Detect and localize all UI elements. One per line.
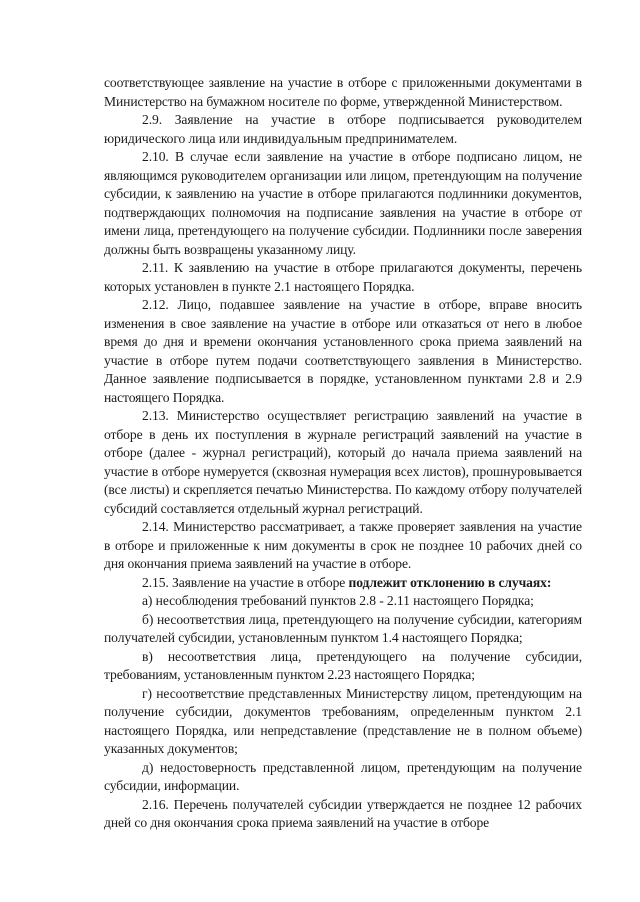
paragraph-continuation: соответствующее заявление на участие в отборе с приложенными документами в Министерство на бумажном носителе по форме, утвержденной Министерством. — [104, 75, 582, 109]
paragraph-2-15-lead: 2.15. Заявление на участие в отборе — [142, 574, 349, 590]
paragraph-2-14: 2.14. Министерство рассматривает, а также проверяет заявления на участие в отборе и приложенные к ним документы в срок не позднее 10 рабочих дней со дня окончания приема заявлений на участие в отборе. — [104, 519, 582, 571]
paragraph-2-12: 2.12. Лицо, подавшее заявление на участие в отборе, вправе вносить изменения в свое заявление на участие в отборе или отказаться от него в любое время до дня и времени окончания установленного срока приема заявлений на участие в отборе путем подачи соответствующего заявления в Министерство. Данное заявление подписывается в порядке, установленном пунктами 2.8 и 2.9 настоящего Порядка. — [104, 297, 582, 405]
list-item-g: г) несоответствие представленных Министерству лицом, претендующим на получение субсидии, документов требованиям, определенным пунктом 2.1 настоящего Порядка, или непредставление (представление не в полном объеме) указанных документов; — [104, 685, 582, 756]
paragraph-2-15 — [104, 574, 582, 593]
paragraph-2-15-bold: подлежит отклонению в случаях — [348, 574, 547, 590]
list-item-a: а) несоблюдения требований пунктов 2.8 - 2.11 настоящего Порядка; — [142, 593, 534, 608]
paragraph-2-13: 2.13. Министерство осуществляет регистрацию заявлений на участие в отборе в день их поступления в журнале регистраций заявлений на участие в отборе (далее - журнал регистраций), который до начала приема заявлений на участие в отборе нумеруется (сквозная нумерация всех листов), прошнуровывается (все листы) и скрепляется печатью Министерства. По каждому отбору получателей субсидий составляется отдельный журнал регистраций. — [104, 408, 582, 516]
paragraph-2-9: 2.9. Заявление на участие в отборе подписывается руководителем юридического лица или индивидуальным предпринимателем. — [104, 112, 582, 146]
list-item-b: б) несоответствия лица, претендующего на получение субсидии, категориям получателей субсидии, установленным пунктом 1.4 настоящего Порядка; — [104, 611, 582, 645]
paragraph-2-11: 2.11. К заявлению на участие в отборе прилагаются документы, перечень которых установлен в пункте 2.1 настоящего Порядка. — [104, 260, 582, 294]
document-page — [104, 74, 582, 833]
paragraph-2-16: 2.16. Перечень получателей субсидии утверждается не позднее 12 рабочих дней со дня окончания срока приема заявлений на участие в отборе — [104, 796, 582, 830]
paragraph-2-10: 2.10. В случае если заявление на участие в отборе подписано лицом, не являющимся руководителем организации или лицом, претендующим на получение субсидии, к заявлению на участие в отборе прилагаются подлинники документов, подтверждающих полномочия на подписание заявления на участие в отборе от имени лица, претендующего на получение субсидии. Подлинники после заверения должны быть возвращены указанному лицу. — [104, 149, 582, 257]
list-item-v: в) несоответствия лица, претендующего на получение субсидии, требованиям, установленным пунктом 2.23 настоящего Порядка; — [104, 648, 582, 682]
paragraph-2-15-tail: : — [546, 574, 552, 590]
list-item-d: д) недостоверность представленной лицом, претендующим на получение субсидии, информации. — [104, 759, 582, 793]
